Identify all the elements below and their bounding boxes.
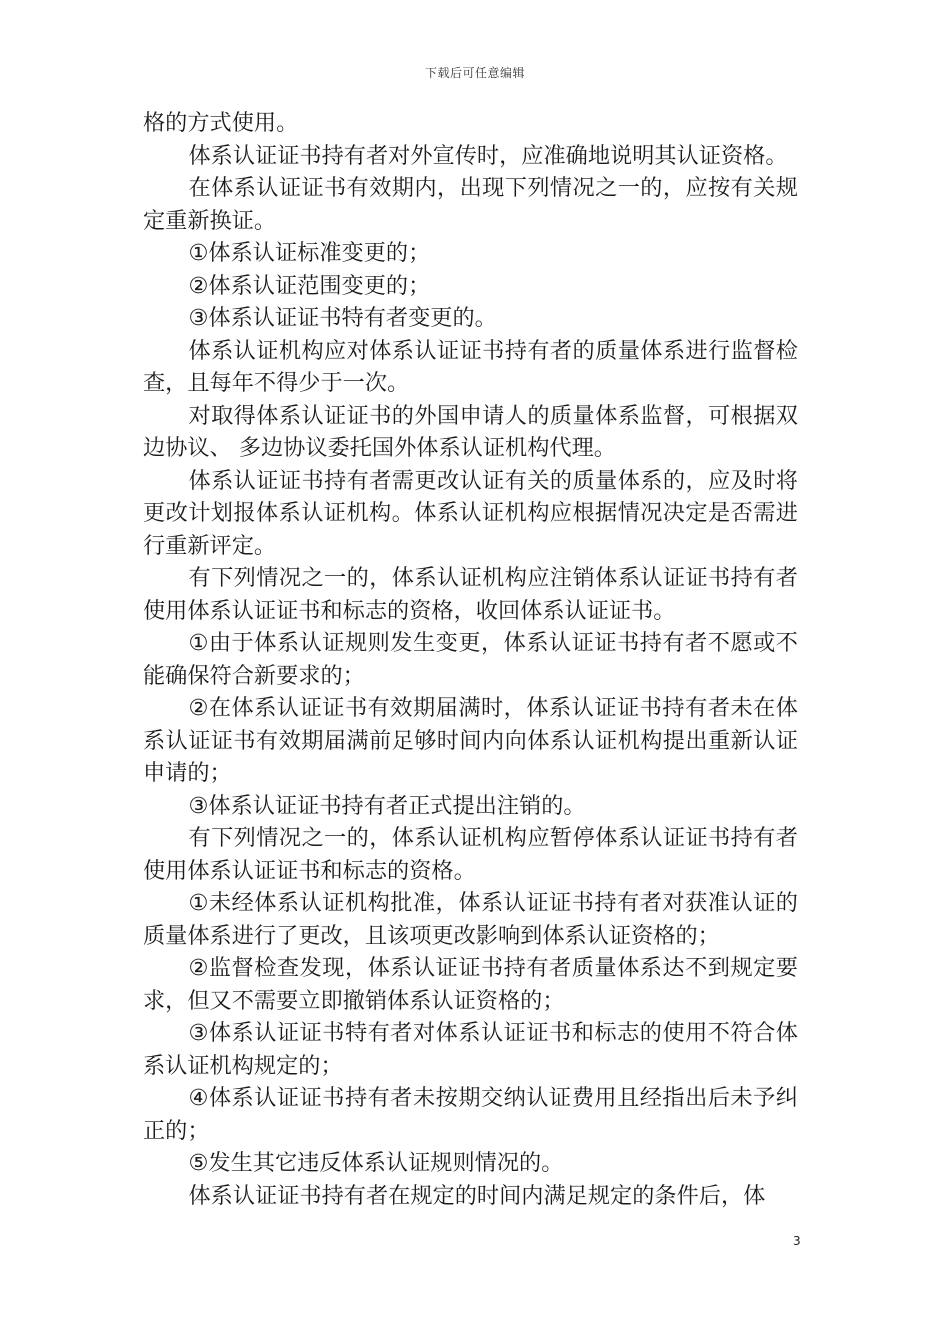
paragraph: 对取得体系认证证书的外国申请人的质量体系监督，可根据双边协议、 多边协议委托国外体系认证机构代理。 bbox=[143, 402, 798, 461]
list-item: ③体系认证证书特有者对体系认证证书和标志的使用不符合体系认证机构规定的； bbox=[143, 1020, 798, 1079]
paragraph: 在体系认证证书有效期内，出现下列情况之一的，应按有关规定重新换证。 bbox=[143, 175, 798, 234]
list-item: ②在体系认证证书有效期届满时，体系认证证书持有者未在体系认证证书有效期届满前足够时间内向体系认证机构提出重新认证申请的； bbox=[143, 695, 798, 786]
paragraph: 体系认证证书持有者对外宣传时，应准确地说明其认证资格。 bbox=[188, 142, 788, 169]
paragraph: 体系认证证书持有者需更改认证有关的质量体系的，应及时将更改计划报体系认证机构。体系认证机构应根据情况决定是否需进行重新评定。 bbox=[143, 467, 798, 559]
page-header: 下载后可任意编辑 bbox=[424, 66, 525, 80]
paragraph: 有下列情况之一的，体系认证机构应注销体系认证证书持有者使用体系认证证书和标志的资格，收回体系认证证书。 bbox=[143, 565, 798, 624]
body-text bbox=[143, 107, 798, 1212]
list-item: ①未经体系认证机构批准，体系认证证书持有者对获准认证的质量体系进行了更改，且该项更改影响到体系认证资格的； bbox=[143, 890, 798, 949]
list-item: ②监督检查发现，体系认证证书持有者质量体系达不到规定要求，但又不需要立即撤销体系认证资格的； bbox=[143, 955, 798, 1014]
list-item: ④体系认证证书持有者未按期交纳认证费用且经指出后未予纠正的； bbox=[143, 1085, 798, 1144]
list-item: ①由于体系认证规则发生变更，体系认证证书持有者不愿或不能确保符合新要求的； bbox=[143, 630, 798, 689]
paragraph: 体系认证证书持有者在规定的时间内满足规定的条件后，体 bbox=[188, 1182, 766, 1209]
list-item: ③体系认证证书持有者正式提出注销的。 bbox=[188, 792, 586, 819]
page-number: 3 bbox=[793, 1234, 801, 1248]
list-item: ⑤发生其它违反体系认证规则情况的。 bbox=[188, 1150, 564, 1176]
paragraph: 格的方式使用。 bbox=[143, 110, 299, 136]
list-item: ②体系认证范围变更的； bbox=[188, 272, 431, 299]
list-item: ①体系认证标准变更的； bbox=[188, 240, 431, 266]
paragraph: 有下列情况之一的，体系认证机构应暂停体系认证证书持有者使用体系认证证书和标志的资格。 bbox=[143, 825, 798, 884]
paragraph: 体系认证机构应对体系认证证书持有者的质量体系进行监督检查，且每年不得少于一次。 bbox=[143, 337, 798, 396]
list-item: ③体系认证证书特有者变更的。 bbox=[188, 305, 497, 331]
